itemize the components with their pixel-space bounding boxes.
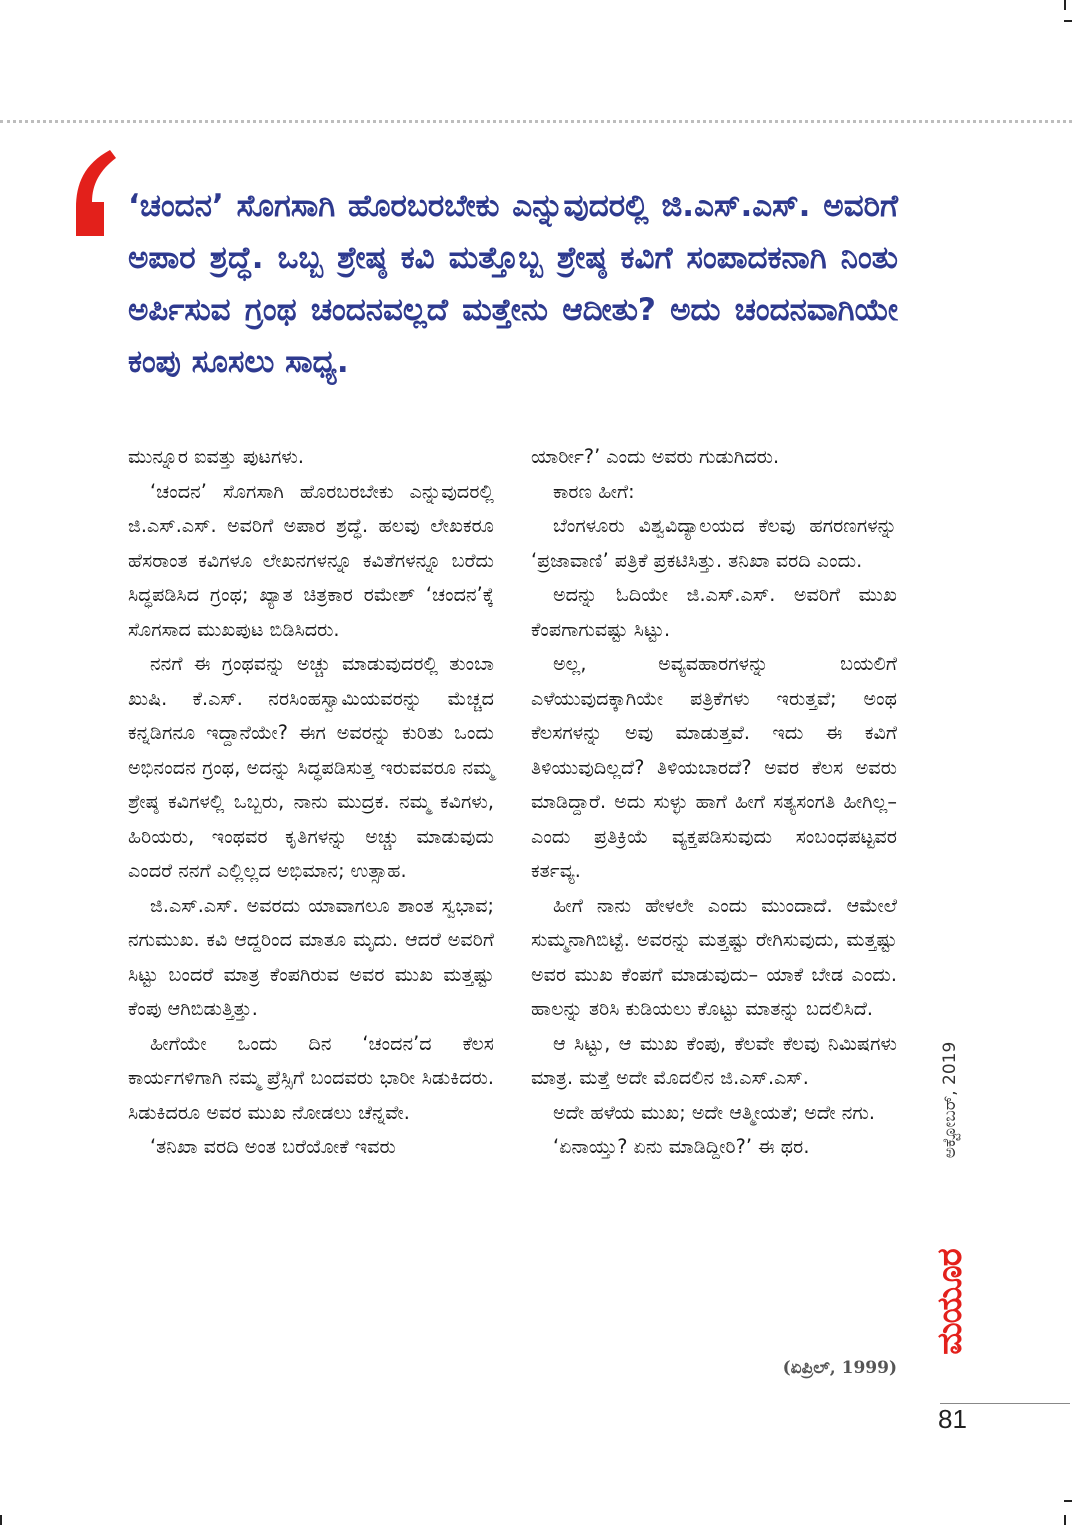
crop-mark (0, 1515, 2, 1525)
red-quote-icon (70, 150, 120, 240)
paragraph: ಮುನ್ನೂರ ಐವತ್ತು ಪುಟಗಳು. (128, 445, 304, 468)
paragraph: ಯಾರ್ರೀ?’ ಎಂದು ಅವರು ಗುಡುಗಿದರು. (531, 445, 780, 468)
paragraph: ಬೆಂಗಳೂರು ವಿಶ್ವವಿದ್ಯಾಲಯದ ಕೆಲವು ಹಗರಣಗಳನ್ನು ‘ಪ್ರಜಾವಾಣಿ’ ಪತ್ರಿಕೆ ಪ್ರಕಟಿಸಿತ್ತು. ತನಿಖಾ ವರದಿ ಎಂದು. (531, 514, 897, 572)
pull-quote: ‘ಚಂದನ’ ಸೊಗಸಾಗಿ ಹೊರಬರಬೇಕು ಎನ್ನುವುದರಲ್ಲಿ ಜಿ.ಎಸ್.ಎಸ್. ಅವರಿಗೆ ಅಪಾರ ಶ್ರದ್ಧೆ. ಒಬ್ಬ ಶ್ರೇಷ್ಠ ಕವಿ ಮತ್ತೊಬ್ಬ ಶ್ರೇಷ್ಠ ಕವಿಗೆ ಸಂಪಾದಕನಾಗಿ ನಿಂತು ಅರ್ಪಿಸುವ ಗ್ರಂಥ ಚಂದನವಲ್ಲದೆ ಮತ್ತೇನು ಆದೀತು? ಅದು ಚಂದನವಾಗಿಯೇ ಕಂಪು ಸೂಸಲು ಸಾಧ್ಯ. (128, 188, 898, 380)
paragraph: ಕಾರಣ ಹೀಗೆ: (553, 479, 635, 503)
paragraph: ಹೀಗೆ ನಾನು ಹೇಳಲೇ ಎಂದು ಮುಂದಾದೆ. ಆಮೇಲೆ ಸುಮ್ಮನಾಗಿಬಿಟ್ಟೆ. ಅವರನ್ನು ಮತ್ತಷ್ಟು ರೇಗಿಸುವುದು, ಮತ್ತಷ್ಟು ಅವರ ಮುಖ ಕೆಂಪಗೆ ಮಾಡುವುದು– ಯಾಕೆ ಬೇಡ ಎಂದು. ಹಾಲನ್ನು ತರಿಸಿ ಕುಡಿಯಲು ಕೊಟ್ಟು ಮಾತನ್ನು ಬದಲಿಸಿದೆ. (531, 893, 897, 1020)
paragraph: ಆ ಸಿಟ್ಟು, ಆ ಮುಖ ಕೆಂಪು, ಕೆಲವೇ ಕೆಲವು ನಿಮಿಷಗಳು ಮಾತ್ರ. ಮತ್ತೆ ಅದೇ ಮೊದಲಿನ ಜಿ.ಎಸ್.ಎಸ್. (531, 1031, 897, 1089)
paragraph: ಅದನ್ನು ಓದಿಯೇ ಜಿ.ಎಸ್.ಎಸ್. ಅವರಿಗೆ ಮುಖ ಕೆಂಪಗಾಗುವಷ್ಟು ಸಿಟ್ಟು. (531, 583, 897, 641)
crop-mark (1064, 1515, 1066, 1525)
paragraph: ಅದೇ ಹಳೆಯ ಮುಖ; ಅದೇ ಆತ್ಮೀಯತೆ; ಅದೇ ನಗು. (553, 1100, 875, 1124)
paragraph: ಅಲ್ಲ, ಅವ್ಯವಹಾರಗಳನ್ನು ಬಯಲಿಗೆ ಎಳೆಯುವುದಕ್ಕಾಗಿಯೇ ಪತ್ರಿಕೆಗಳು ಇರುತ್ತವೆ; ಅಂಥ ಕೆಲಸಗಳನ್ನು ಅವು ಮಾಡುತ್ತವೆ. ಇದು ಈ ಕವಿಗೆ ತಿಳಿಯುವುದಿಲ್ಲದೆ? ತಿಳಿಯಬಾರದೆ? ಅವರ ಕೆಲಸ ಅವರು ಮಾಡಿದ್ದಾರೆ. ಅದು ಸುಳ್ಳು ಹಾಗೆ ಹೀಗೆ ಸತ್ಯಸಂಗತಿ ಹೀಗಿಲ್ಲ– ಎಂದು ಪ್ರತಿಕ್ರಿಯೆ ವ್ಯಕ್ತಪಡಿಸುವುದು ಸಂಬಂಧಪಟ್ಟವರ ಕರ್ತವ್ಯ. (531, 652, 897, 882)
paragraph: ‘ಚಂದನ’ ಸೊಗಸಾಗಿ ಹೊರಬರಬೇಕು ಎನ್ನುವುದರಲ್ಲಿ ಜಿ.ಎಸ್.ಎಸ್. ಅವರಿಗೆ ಅಪಾರ ಶ್ರದ್ಧೆ. ಹಲವು ಲೇಖಕರೂ ಹೆಸರಾಂತ ಕವಿಗಳೂ ಲೇಖನಗಳನ್ನೂ ಕವಿತೆಗಳನ್ನೂ ಬರೆದು ಸಿದ್ಧಪಡಿಸಿದ ಗ್ರಂಥ; ಖ್ಯಾತ ಚಿತ್ರಕಾರ ರಮೇಶ್ ‘ಚಂದನ’ಕ್ಕೆ ಸೊಗಸಾದ ಮುಖಪುಟ ಬಿಡಿಸಿದರು. (128, 479, 494, 641)
paragraph: ‘ತನಿಖಾ ವರದಿ ಅಂತ ಬರೆಯೋಕೆ ಇವರು (150, 1135, 396, 1158)
magazine-name: ಮಯೂರ (930, 1249, 970, 1355)
article-column-right (531, 440, 897, 1165)
article-date-credit: (ಏಪ್ರಿಲ್, 1999) (782, 1358, 897, 1378)
crop-mark (1064, 1500, 1072, 1502)
issue-date-text: ಅಕ್ಟೋಬರ್, 2019 (940, 1041, 960, 1159)
page-number: 81 (938, 1404, 967, 1434)
dotted-divider (0, 120, 1072, 123)
paragraph: ‘ಏನಾಯ್ತು? ಏನು ಮಾಡಿದ್ದೀರಿ?’ ಈ ಥರ. (553, 1135, 810, 1158)
paragraph: ಜಿ.ಎಸ್.ಎಸ್. ಅವರದು ಯಾವಾಗಲೂ ಶಾಂತ ಸ್ವಭಾವ; ನಗುಮುಖ. ಕವಿ ಆದ್ದರಿಂದ ಮಾತೂ ಮೃದು. ಆದರೆ ಅವರಿಗೆ ಸಿಟ್ಟು ಬಂದರೆ ಮಾತ್ರ ಕೆಂಪಗಿರುವ ಅವರ ಮುಖ ಮತ್ತಷ್ಟು ಕೆಂಪು ಆಗಿಬಿಡುತ್ತಿತ್ತು. (128, 893, 494, 1020)
paragraph: ನನಗೆ ಈ ಗ್ರಂಥವನ್ನು ಅಚ್ಚು ಮಾಡುವುದರಲ್ಲಿ ತುಂಬಾ ಖುಷಿ. ಕೆ.ಎಸ್. ನರಸಿಂಹಸ್ವಾಮಿಯವರನ್ನು ಮೆಚ್ಚದ ಕನ್ನಡಿಗನೂ ಇದ್ದಾನೆಯೇ? ಈಗ ಅವರನ್ನು ಕುರಿತು ಒಂದು ಅಭಿನಂದನ ಗ್ರಂಥ, ಅದನ್ನು ಸಿದ್ಧಪಡಿಸುತ್ತ ಇರುವವರೂ ನಮ್ಮ ಶ್ರೇಷ್ಠ ಕವಿಗಳಲ್ಲಿ ಒಬ್ಬರು, ನಾನು ಮುದ್ರಕ. ನಮ್ಮ ಕವಿಗಳು, ಹಿರಿಯರು, ಇಂಥವರ ಕೃತಿಗಳನ್ನು ಅಚ್ಚು ಮಾಡುವುದು ಎಂದರೆ ನನಗೆ ಎಲ್ಲಿಲ್ಲದ ಅಭಿಮಾನ; ಉತ್ಸಾಹ. (128, 652, 494, 882)
article-column-left (128, 440, 494, 1165)
crop-mark (1064, 0, 1066, 10)
paragraph: ಹೀಗೆಯೇ ಒಂದು ದಿನ ‘ಚಂದನ’ದ ಕೆಲಸ ಕಾರ್ಯಗಳಿಗಾಗಿ ನಮ್ಮ ಪ್ರೆಸ್ಸಿಗೆ ಬಂದವರು ಭಾರೀ ಸಿಡುಕಿದರು. ಸಿಡುಕಿದರೂ ಅವರ ಮುಖ ನೋಡಲು ಚೆನ್ನವೇ. (128, 1031, 494, 1124)
crop-mark (1064, 20, 1072, 22)
